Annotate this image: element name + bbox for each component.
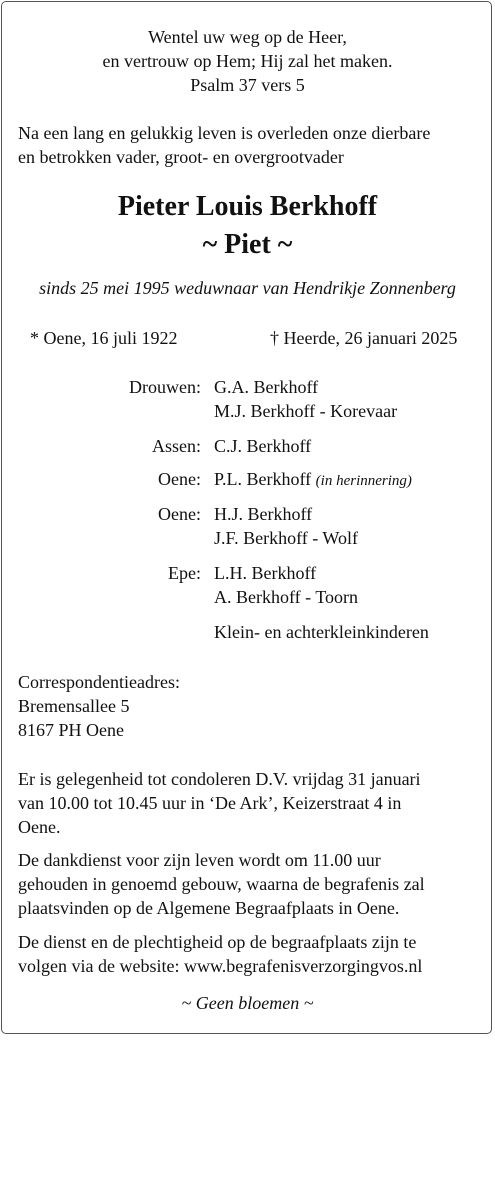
condolence-line-2: van 10.00 tot 10.45 uur in ‘De Ark’, Keizerstraat 4 in (18, 793, 402, 813)
grandchildren-line: Klein- en achterkleinkinderen (214, 622, 429, 642)
family-name: G.A. Berkhoff (214, 377, 319, 397)
family-place: Oene: (158, 504, 201, 524)
deceased-name: Pieter Louis Berkhoff (117, 191, 378, 222)
intro-line-2: en betrokken vader, groot- en overgrootvader (18, 147, 344, 167)
family-name: H.J. Berkhoff (214, 504, 313, 524)
memorial-note: (in herinnering) (315, 473, 412, 489)
family-name: J.F. Berkhoff - Wolf (214, 528, 358, 548)
family-name: M.J. Berkhoff - Korevaar (214, 401, 398, 421)
livestream-line-1: De dienst en de plechtigheid op de begraafplaats zijn te (18, 932, 417, 952)
verse-line-1: Wentel uw weg op de Heer, (148, 27, 347, 47)
family-place: Oene: (158, 469, 201, 489)
correspondence-street: Bremensallee 5 (18, 696, 130, 716)
correspondence-city: 8167 PH Oene (18, 720, 124, 740)
intro-line-1: Na een lang en gelukkig leven is overleden onze dierbare (18, 123, 431, 143)
family-name: C.J. Berkhoff (214, 436, 312, 456)
service-line-3: plaatsvinden op de Algemene Begraafplaats in Oene. (18, 898, 400, 918)
family-name-memorial (214, 467, 412, 493)
condolence-line-1: Er is gelegenheid tot condoleren D.V. vrijdag 31 januari (18, 769, 421, 789)
closing-line: ~ Geen bloemen ~ (181, 993, 314, 1013)
family-name: L.H. Berkhoff (214, 563, 317, 583)
verse-line-2: en vertrouw op Hem; Hij zal het maken. (102, 51, 393, 71)
condolence-line-3: Oene. (18, 817, 61, 837)
birth-date: * Oene, 16 juli 1922 (30, 328, 178, 348)
correspondence-label: Correspondentieadres: (18, 672, 180, 692)
family-name: P.L. Berkhoff (214, 469, 312, 489)
family-place: Epe: (168, 563, 201, 583)
widower-line: sinds 25 mei 1995 weduwnaar van Hendrikje Zonnenberg (39, 278, 456, 298)
deceased-nickname: ~ Piet ~ (202, 229, 293, 260)
death-date: † Heerde, 26 januari 2025 (270, 328, 458, 348)
verse-reference: Psalm 37 vers 5 (190, 75, 305, 95)
livestream-line-2: volgen via de website: www.begrafenisverzorgingvos.nl (18, 956, 423, 976)
service-line-2: gehouden in genoemd gebouw, waarna de begrafenis zal (18, 874, 425, 894)
service-line-1: De dankdienst voor zijn leven wordt om 11.00 uur (18, 850, 381, 870)
family-name: A. Berkhoff - Toorn (214, 587, 359, 607)
family-place: Drouwen: (129, 377, 201, 397)
family-place: Assen: (152, 436, 201, 456)
